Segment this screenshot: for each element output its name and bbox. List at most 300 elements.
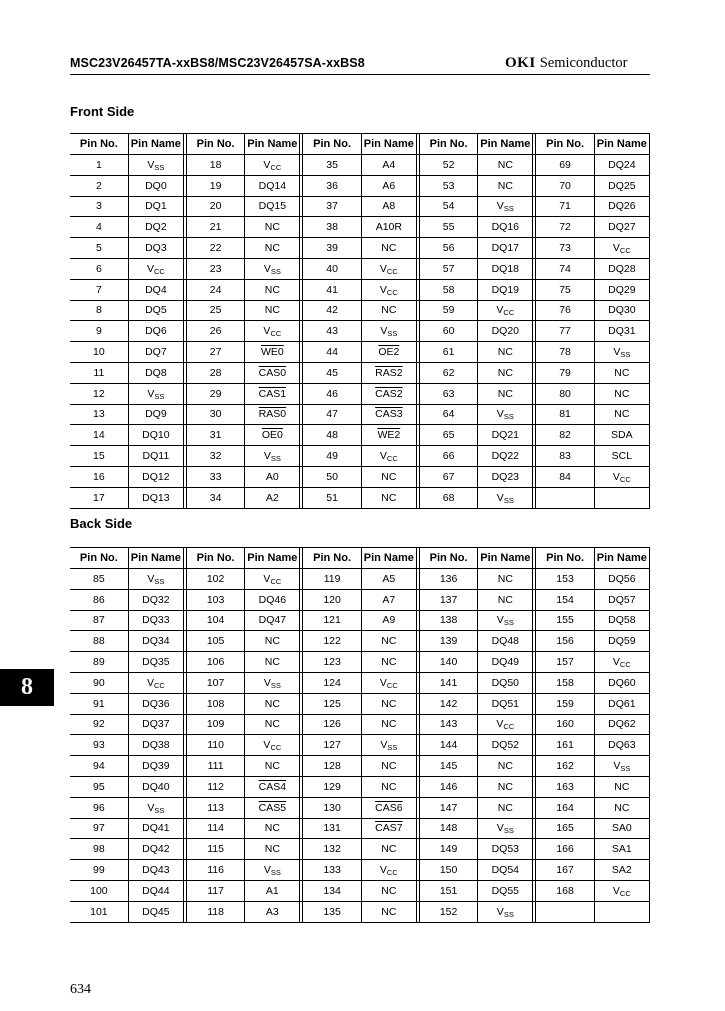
pin-number: 67 — [419, 466, 477, 487]
pin-no-header: Pin No. — [536, 548, 594, 569]
table-row — [70, 880, 650, 901]
pin-number: 20 — [186, 196, 244, 217]
pin-name: $V_{CC}$ — [594, 466, 649, 487]
table-row — [70, 818, 650, 839]
pin-name: NC — [245, 652, 300, 673]
active-low-signal: CAS5 — [258, 801, 287, 814]
pin-name: A10R — [361, 217, 416, 238]
active-low-signal: WE2 — [377, 429, 401, 442]
pin-number: 116 — [186, 860, 244, 881]
pin-name: $V_{SS}$ — [478, 487, 533, 508]
pin-name: NC — [361, 487, 416, 508]
pin-number: 141 — [419, 672, 477, 693]
pin-name-header: Pin Name — [594, 548, 649, 569]
pin-number: 69 — [536, 155, 594, 176]
pin-name — [361, 797, 416, 818]
pin-name: $V_{SS}$ — [594, 342, 649, 363]
pin-number: 117 — [186, 880, 244, 901]
pin-name: DQ34 — [128, 631, 183, 652]
pin-number: 85 — [70, 569, 128, 590]
pin-number: 59 — [419, 300, 477, 321]
pin-number: 11 — [70, 362, 128, 383]
pin-name: NC — [594, 404, 649, 425]
pin-no-header: Pin No. — [303, 548, 361, 569]
active-low-signal: CAS7 — [375, 822, 403, 835]
pin-name: DQ3 — [128, 238, 183, 259]
pin-number: 4 — [70, 217, 128, 238]
section-tab: 8 — [0, 669, 54, 706]
pin-name: DQ14 — [245, 175, 300, 196]
pin-number: 160 — [536, 714, 594, 735]
pin-name: NC — [478, 589, 533, 610]
pin-number: 114 — [186, 818, 244, 839]
pin-name: DQ40 — [128, 776, 183, 797]
pin-name: NC — [361, 466, 416, 487]
pin-number: 93 — [70, 735, 128, 756]
pin-number: 27 — [186, 342, 244, 363]
pin-name: NC — [478, 776, 533, 797]
pin-name: DQ61 — [594, 693, 649, 714]
brand-name: OKI — [505, 55, 536, 71]
table-row — [70, 631, 650, 652]
pin-name: $V_{SS}$ — [478, 818, 533, 839]
pin-number: 98 — [70, 839, 128, 860]
pin-number: 108 — [186, 693, 244, 714]
pin-name — [361, 362, 416, 383]
pin-number: 102 — [186, 569, 244, 590]
header-row — [70, 548, 650, 569]
pin-number: 150 — [419, 860, 477, 881]
pin-number: 1 — [70, 155, 128, 176]
pin-number: 96 — [70, 797, 128, 818]
pin-name: DQ56 — [594, 569, 649, 590]
pin-name: $V_{CC}$ — [478, 714, 533, 735]
pin-number: 133 — [303, 860, 361, 881]
pin-number: 30 — [186, 404, 244, 425]
pin-name: $V_{CC}$ — [594, 880, 649, 901]
pin-name: DQ35 — [128, 652, 183, 673]
pin-name: $V_{CC}$ — [361, 860, 416, 881]
table-row — [70, 610, 650, 631]
pin-number: 147 — [419, 797, 477, 818]
table-row — [70, 735, 650, 756]
pin-number: 13 — [70, 404, 128, 425]
pin-number: 39 — [303, 238, 361, 259]
pin-number: 91 — [70, 693, 128, 714]
pin-number: 97 — [70, 818, 128, 839]
pin-number: 35 — [303, 155, 361, 176]
pin-number: 52 — [419, 155, 477, 176]
pin-name: DQ18 — [478, 258, 533, 279]
pin-name: DQ8 — [128, 362, 183, 383]
pin-number: 58 — [419, 279, 477, 300]
pin-number: 94 — [70, 756, 128, 777]
pin-name: DQ53 — [478, 839, 533, 860]
pin-number: 2 — [70, 175, 128, 196]
pin-name — [245, 425, 300, 446]
pin-number: 29 — [186, 383, 244, 404]
pin-name — [245, 362, 300, 383]
pin-name — [245, 797, 300, 818]
pin-number: 25 — [186, 300, 244, 321]
pin-number: 32 — [186, 446, 244, 467]
pin-name — [245, 383, 300, 404]
pin-number: 45 — [303, 362, 361, 383]
table-row — [70, 756, 650, 777]
table-row — [70, 860, 650, 881]
table-row — [70, 342, 650, 363]
pin-name: NC — [478, 362, 533, 383]
pin-number: 38 — [303, 217, 361, 238]
table-row — [70, 217, 650, 238]
pin-name: $V_{SS}$ — [128, 383, 183, 404]
pin-name: NC — [594, 383, 649, 404]
pin-number: 148 — [419, 818, 477, 839]
pin-number — [536, 487, 594, 508]
pin-name: $V_{CC}$ — [245, 569, 300, 590]
back-side-pin-table — [70, 547, 650, 923]
pin-name: $V_{CC}$ — [245, 155, 300, 176]
pin-number: 17 — [70, 487, 128, 508]
pin-name: DQ44 — [128, 880, 183, 901]
pin-number — [536, 901, 594, 922]
pin-number: 60 — [419, 321, 477, 342]
pin-number: 152 — [419, 901, 477, 922]
pin-number: 33 — [186, 466, 244, 487]
pin-name: NC — [245, 300, 300, 321]
pin-number: 129 — [303, 776, 361, 797]
pin-name: $V_{CC}$ — [361, 279, 416, 300]
pin-name: DQ26 — [594, 196, 649, 217]
pin-name: $V_{CC}$ — [478, 300, 533, 321]
pin-name: NC — [361, 238, 416, 259]
pin-no-header: Pin No. — [303, 134, 361, 155]
pin-name: DQ41 — [128, 818, 183, 839]
pin-number: 74 — [536, 258, 594, 279]
pin-name — [361, 383, 416, 404]
table-row — [70, 155, 650, 176]
pin-number: 68 — [419, 487, 477, 508]
pin-number: 78 — [536, 342, 594, 363]
pin-number: 123 — [303, 652, 361, 673]
pin-name: NC — [361, 693, 416, 714]
pin-number: 15 — [70, 446, 128, 467]
pin-number: 140 — [419, 652, 477, 673]
pin-name: $V_{SS}$ — [478, 196, 533, 217]
pin-number: 3 — [70, 196, 128, 217]
pin-number: 139 — [419, 631, 477, 652]
pin-number: 22 — [186, 238, 244, 259]
pin-name: $V_{CC}$ — [128, 672, 183, 693]
pin-number: 8 — [70, 300, 128, 321]
pin-name: DQ63 — [594, 735, 649, 756]
pin-number: 119 — [303, 569, 361, 590]
pin-name: $V_{SS}$ — [478, 610, 533, 631]
pin-name: SA2 — [594, 860, 649, 881]
pin-name: DQ6 — [128, 321, 183, 342]
active-low-signal: CAS6 — [375, 801, 403, 814]
pin-name: $V_{SS}$ — [128, 155, 183, 176]
pin-number: 65 — [419, 425, 477, 446]
pin-name: NC — [361, 631, 416, 652]
pin-number: 155 — [536, 610, 594, 631]
pin-name — [245, 776, 300, 797]
table-row — [70, 404, 650, 425]
pin-number: 51 — [303, 487, 361, 508]
pin-no-header: Pin No. — [186, 134, 244, 155]
pin-name: DQ4 — [128, 279, 183, 300]
active-low-signal: CAS2 — [375, 387, 403, 400]
active-low-signal: RAS2 — [375, 366, 403, 379]
pin-number: 9 — [70, 321, 128, 342]
pin-number: 50 — [303, 466, 361, 487]
active-low-signal: CAS4 — [258, 780, 287, 793]
pin-number: 130 — [303, 797, 361, 818]
pin-name: NC — [478, 155, 533, 176]
pin-number: 120 — [303, 589, 361, 610]
pin-name-header: Pin Name — [594, 134, 649, 155]
pin-number: 80 — [536, 383, 594, 404]
pin-name: DQ15 — [245, 196, 300, 217]
table-row — [70, 362, 650, 383]
pin-number: 47 — [303, 404, 361, 425]
pin-number: 14 — [70, 425, 128, 446]
pin-name: NC — [245, 238, 300, 259]
pin-name: NC — [245, 839, 300, 860]
pin-name: DQ58 — [594, 610, 649, 631]
active-low-signal: OE0 — [261, 429, 283, 442]
table-row — [70, 487, 650, 508]
pin-number: 46 — [303, 383, 361, 404]
pin-name: A4 — [361, 155, 416, 176]
pin-name: A0 — [245, 466, 300, 487]
table-row — [70, 279, 650, 300]
table-row — [70, 776, 650, 797]
pin-name: $V_{SS}$ — [245, 258, 300, 279]
pin-name: $V_{SS}$ — [594, 756, 649, 777]
pin-name: DQ7 — [128, 342, 183, 363]
pin-name: A1 — [245, 880, 300, 901]
pin-number: 109 — [186, 714, 244, 735]
table-row — [70, 425, 650, 446]
pin-number: 64 — [419, 404, 477, 425]
pin-name-header: Pin Name — [478, 134, 533, 155]
pin-no-header: Pin No. — [70, 134, 128, 155]
pin-number: 43 — [303, 321, 361, 342]
pin-name: $V_{SS}$ — [478, 404, 533, 425]
pin-name — [245, 404, 300, 425]
pin-name: NC — [594, 776, 649, 797]
pin-name: DQ11 — [128, 446, 183, 467]
pin-number: 138 — [419, 610, 477, 631]
pin-number: 113 — [186, 797, 244, 818]
pin-number: 77 — [536, 321, 594, 342]
pin-name: A3 — [245, 901, 300, 922]
pin-number: 144 — [419, 735, 477, 756]
pin-name: $V_{SS}$ — [245, 860, 300, 881]
pin-number: 79 — [536, 362, 594, 383]
pin-number: 18 — [186, 155, 244, 176]
pin-number: 56 — [419, 238, 477, 259]
pin-name: DQ16 — [478, 217, 533, 238]
pin-name: DQ17 — [478, 238, 533, 259]
front-side-heading: Front Side — [70, 104, 135, 119]
pin-name: NC — [361, 714, 416, 735]
pin-name: DQ32 — [128, 589, 183, 610]
pin-name: DQ37 — [128, 714, 183, 735]
pin-number: 55 — [419, 217, 477, 238]
pin-number: 134 — [303, 880, 361, 901]
pin-number: 157 — [536, 652, 594, 673]
pin-number: 19 — [186, 175, 244, 196]
active-low-signal: CAS0 — [258, 366, 287, 379]
table-row — [70, 652, 650, 673]
pin-name — [245, 342, 300, 363]
pin-number: 131 — [303, 818, 361, 839]
table-row — [70, 672, 650, 693]
pin-name: DQ55 — [478, 880, 533, 901]
pin-number: 89 — [70, 652, 128, 673]
pin-name: SCL — [594, 446, 649, 467]
active-low-signal: RAS0 — [258, 408, 287, 421]
pin-number: 70 — [536, 175, 594, 196]
pin-name: DQ1 — [128, 196, 183, 217]
pin-name: DQ59 — [594, 631, 649, 652]
pin-number: 34 — [186, 487, 244, 508]
pin-name: DQ54 — [478, 860, 533, 881]
pin-number: 62 — [419, 362, 477, 383]
pin-number: 107 — [186, 672, 244, 693]
table-row — [70, 383, 650, 404]
pin-number: 88 — [70, 631, 128, 652]
pin-name: $V_{CC}$ — [361, 446, 416, 467]
pin-name: $V_{SS}$ — [361, 735, 416, 756]
pin-number: 71 — [536, 196, 594, 217]
pin-name: NC — [361, 300, 416, 321]
pin-name: $V_{SS}$ — [128, 797, 183, 818]
pin-name: NC — [361, 901, 416, 922]
pin-name — [594, 487, 649, 508]
pin-number: 111 — [186, 756, 244, 777]
active-low-signal: WE0 — [260, 346, 284, 359]
pin-name: $V_{CC}$ — [361, 672, 416, 693]
pin-number: 161 — [536, 735, 594, 756]
pin-name: DQ28 — [594, 258, 649, 279]
pin-number: 7 — [70, 279, 128, 300]
pin-number: 127 — [303, 735, 361, 756]
pin-number: 92 — [70, 714, 128, 735]
table-row — [70, 901, 650, 922]
table-row — [70, 693, 650, 714]
pin-name: $V_{CC}$ — [128, 258, 183, 279]
pin-name: $V_{CC}$ — [361, 258, 416, 279]
pin-name-header: Pin Name — [361, 548, 416, 569]
pin-number: 66 — [419, 446, 477, 467]
pin-number: 63 — [419, 383, 477, 404]
pin-number: 24 — [186, 279, 244, 300]
pin-number: 5 — [70, 238, 128, 259]
pin-number: 154 — [536, 589, 594, 610]
table-row — [70, 589, 650, 610]
pin-name: NC — [478, 175, 533, 196]
pin-name: NC — [478, 383, 533, 404]
pin-name: $V_{CC}$ — [594, 652, 649, 673]
pin-number: 61 — [419, 342, 477, 363]
pin-name: DQ27 — [594, 217, 649, 238]
pin-name: DQ60 — [594, 672, 649, 693]
pin-number: 163 — [536, 776, 594, 797]
active-low-signal: CAS1 — [258, 387, 287, 400]
pin-number: 121 — [303, 610, 361, 631]
table-row — [70, 238, 650, 259]
pin-number: 164 — [536, 797, 594, 818]
pin-number: 149 — [419, 839, 477, 860]
pin-number: 132 — [303, 839, 361, 860]
pin-number: 158 — [536, 672, 594, 693]
back-side-heading: Back Side — [70, 516, 133, 531]
pin-number: 86 — [70, 589, 128, 610]
pin-number: 10 — [70, 342, 128, 363]
pin-number: 72 — [536, 217, 594, 238]
pin-number: 81 — [536, 404, 594, 425]
pin-name: DQ52 — [478, 735, 533, 756]
pin-name: NC — [361, 776, 416, 797]
pin-name: DQ48 — [478, 631, 533, 652]
pin-name: DQ10 — [128, 425, 183, 446]
pin-name: DQ24 — [594, 155, 649, 176]
pin-number: 36 — [303, 175, 361, 196]
pin-name: SA0 — [594, 818, 649, 839]
pin-number: 54 — [419, 196, 477, 217]
pin-name: NC — [478, 756, 533, 777]
table-row — [70, 321, 650, 342]
pin-number: 103 — [186, 589, 244, 610]
pin-number: 6 — [70, 258, 128, 279]
pin-name: DQ31 — [594, 321, 649, 342]
brand-suffix: Semiconductor — [539, 55, 628, 71]
pin-no-header: Pin No. — [70, 548, 128, 569]
pin-name: A9 — [361, 610, 416, 631]
pin-name — [361, 404, 416, 425]
pin-name: $V_{SS}$ — [361, 321, 416, 342]
pin-number: 28 — [186, 362, 244, 383]
pin-number: 101 — [70, 901, 128, 922]
page-number: 634 — [70, 982, 91, 997]
pin-number: 100 — [70, 880, 128, 901]
header-rule — [70, 74, 650, 75]
pin-number: 136 — [419, 569, 477, 590]
pin-name — [361, 342, 416, 363]
pin-name: DQ57 — [594, 589, 649, 610]
pin-name: DQ51 — [478, 693, 533, 714]
pin-number: 82 — [536, 425, 594, 446]
pin-name-header: Pin Name — [361, 134, 416, 155]
table-row — [70, 300, 650, 321]
pin-number: 118 — [186, 901, 244, 922]
pin-number: 37 — [303, 196, 361, 217]
pin-name: NC — [594, 362, 649, 383]
pin-name: DQ33 — [128, 610, 183, 631]
pin-name: A6 — [361, 175, 416, 196]
pin-name: DQ43 — [128, 860, 183, 881]
pin-number: 112 — [186, 776, 244, 797]
pin-number: 49 — [303, 446, 361, 467]
pin-number: 76 — [536, 300, 594, 321]
table-row — [70, 258, 650, 279]
pin-number: 156 — [536, 631, 594, 652]
pin-name-header: Pin Name — [245, 134, 300, 155]
company-logo — [505, 54, 627, 72]
